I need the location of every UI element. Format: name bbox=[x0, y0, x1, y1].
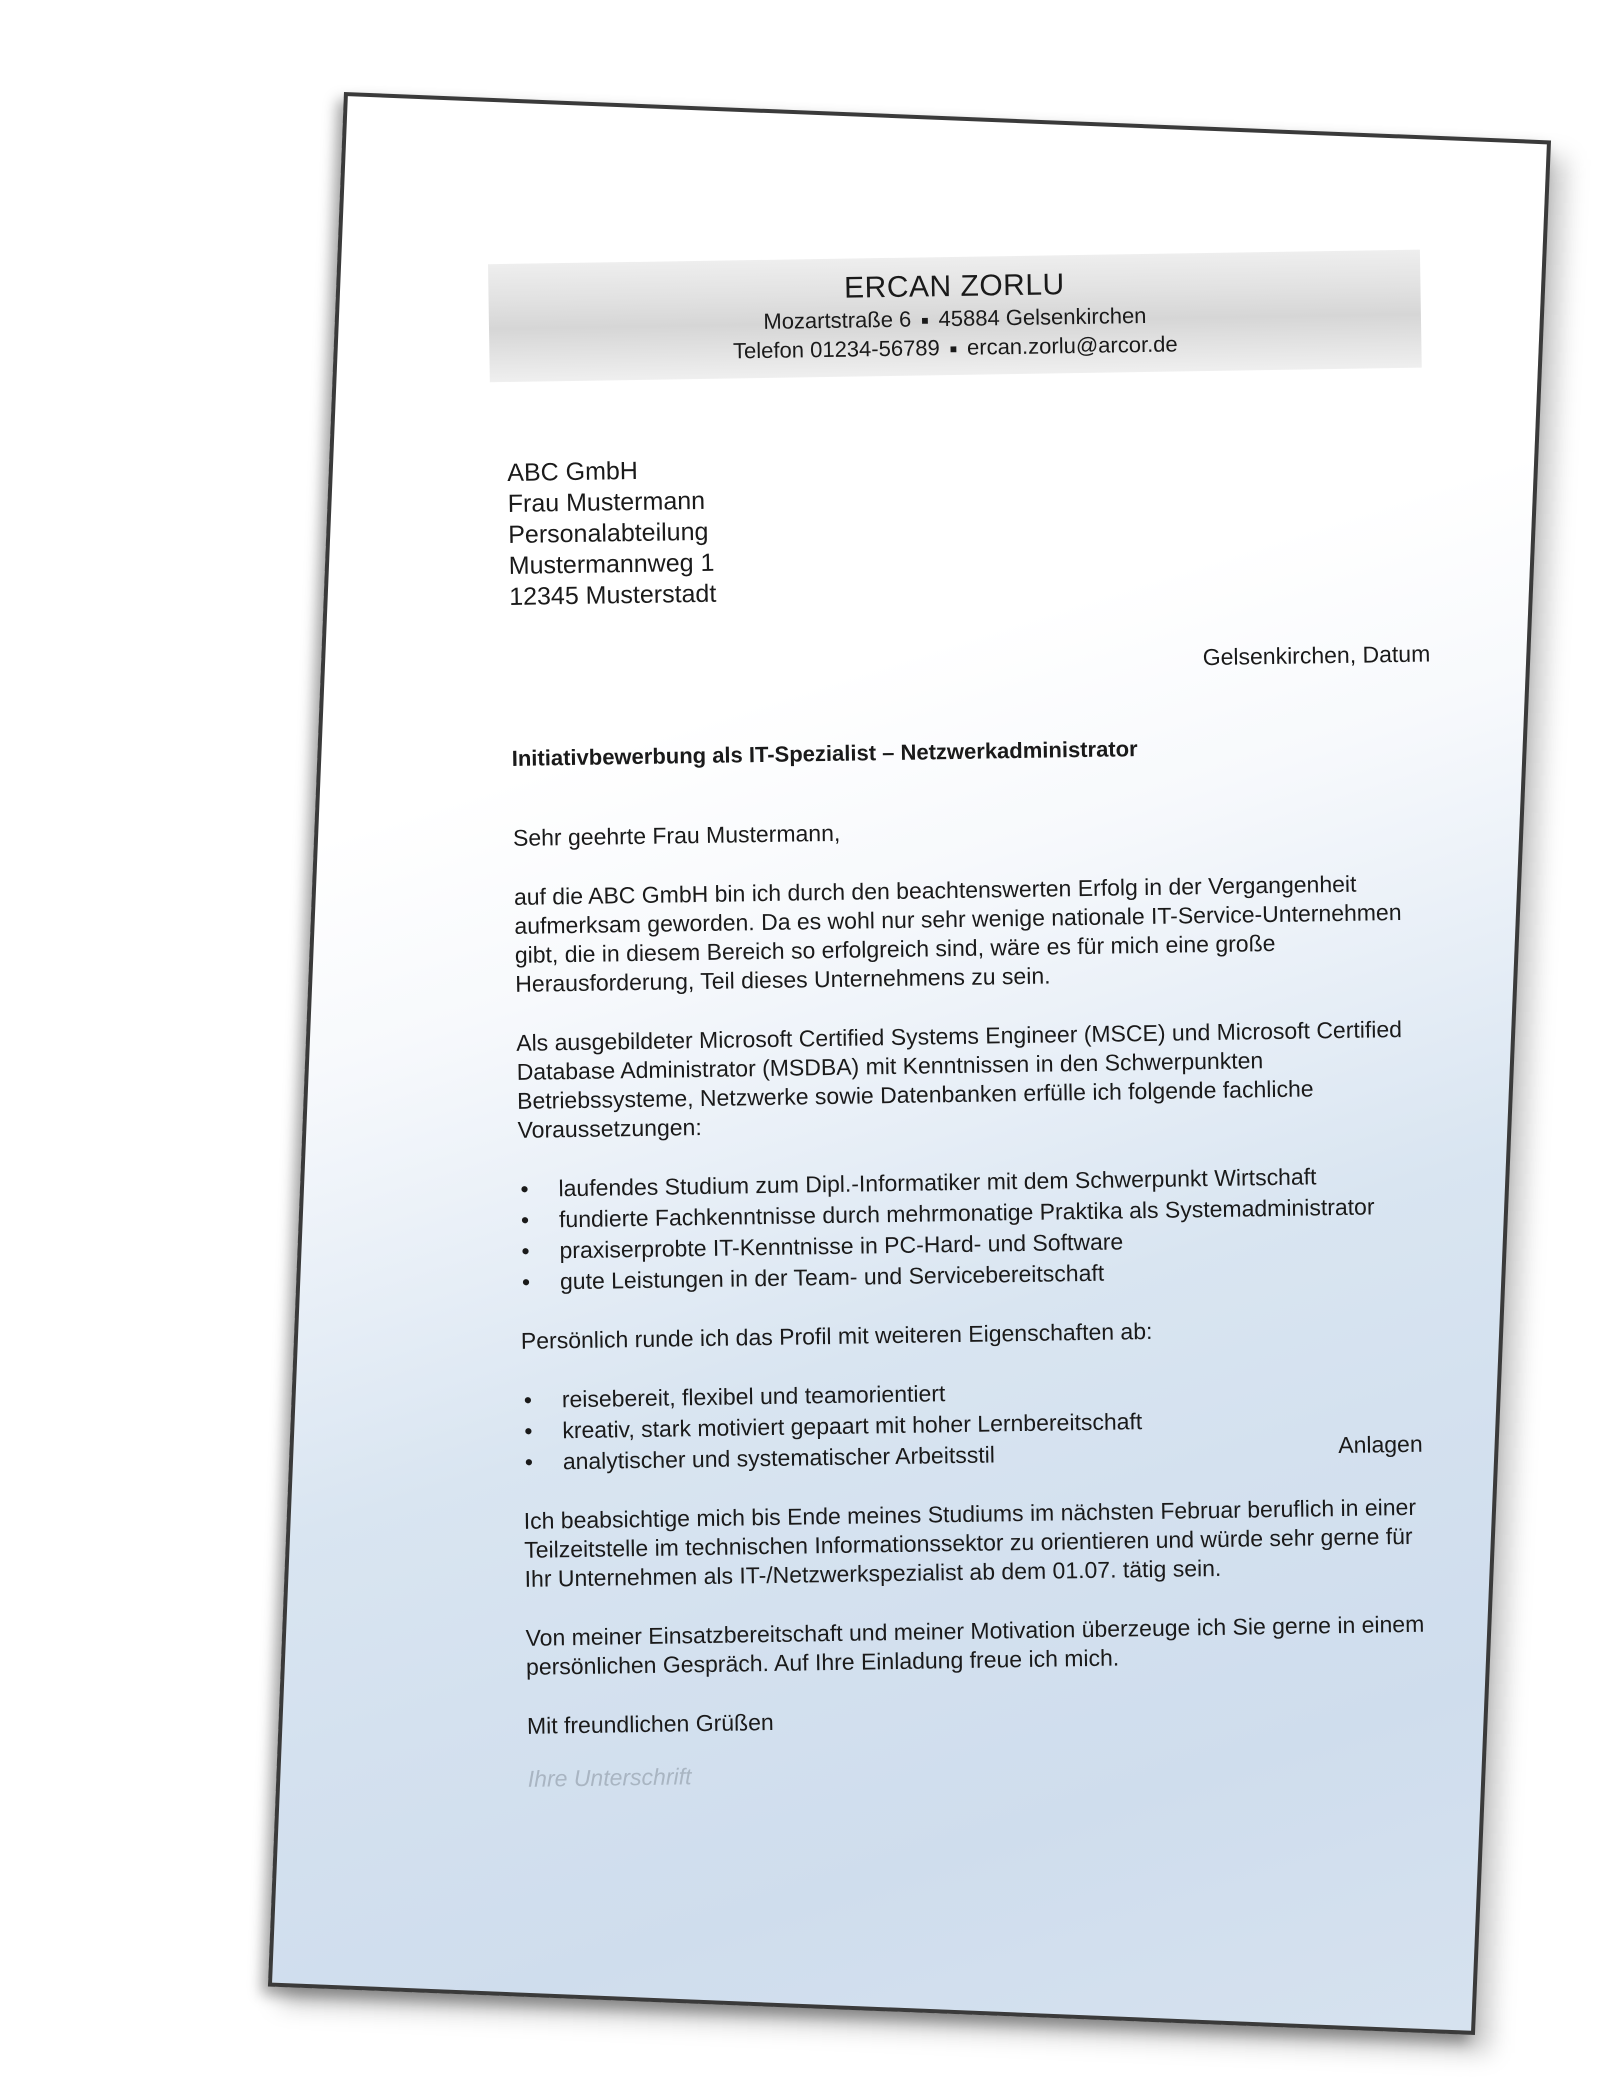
list-item-text: praxiserprobte IT-Kenntnisse in PC-Hard- und Software bbox=[559, 1228, 1124, 1264]
signature-placeholder: Ihre Unterschrift bbox=[527, 1763, 692, 1792]
bullet-icon: • bbox=[521, 1237, 530, 1264]
sender-city: 45884 Gelsenkirchen bbox=[938, 302, 1147, 332]
separator-icon: ■ bbox=[921, 313, 929, 328]
list-item-text: laufendes Studium zum Dipl.-Informatiker mit dem Schwerpunkt Wirtschaft bbox=[558, 1163, 1317, 1202]
recipient-line: ABC GmbH bbox=[507, 456, 639, 487]
list-item-text: reisebereit, flexibel und teamorientiert bbox=[561, 1380, 946, 1413]
sender-phone: Telefon 01234-56789 bbox=[732, 335, 940, 364]
salutation: Sehr geehrte Frau Mustermann, bbox=[512, 819, 841, 851]
closing: Mit freundlichen Grüßen bbox=[526, 1708, 774, 1739]
bullet-icon: • bbox=[520, 1175, 529, 1202]
letterhead bbox=[488, 262, 1421, 371]
recipient-line: Frau Mustermann bbox=[507, 486, 706, 518]
bullet-icon: • bbox=[520, 1206, 530, 1233]
sender-street: Mozartstraße 6 bbox=[763, 306, 912, 334]
enclosure-note: Anlagen bbox=[1338, 1430, 1423, 1459]
list-item-text: analytischer und systematischer Arbeitsstil bbox=[562, 1441, 996, 1475]
place-date: Gelsenkirchen, Datum bbox=[1202, 640, 1431, 671]
sender-email: ercan.zorlu@arcor.de bbox=[966, 331, 1178, 360]
recipient-address bbox=[507, 455, 716, 613]
list-item-text: kreativ, stark motiviert gepaart mit hoher Lernbereitschaft bbox=[562, 1408, 1143, 1444]
recipient-line: Personalabteilung bbox=[508, 517, 709, 549]
bullet-icon: • bbox=[524, 1417, 533, 1444]
paragraph: auf die ABC GmbH bin ich durch den beachtenswerten Erfolg in der Vergangenheit aufmerksam geworden. Da es wohl nur sehr wenige nationale IT-Service-Unternehmen gibt, die in diesem Bereich so erfolgreich sind, wäre es für mich eine große Herausforderung, Teil dieses Unternehmens zu sein. bbox=[513, 870, 1402, 997]
sender-name: ERCAN ZORLU bbox=[843, 268, 1065, 305]
paragraph: Persönlich runde ich das Profil mit weiteren Eigenschaften ab: bbox=[520, 1317, 1153, 1354]
traits-list bbox=[522, 1372, 1423, 1477]
bullet-icon: • bbox=[521, 1268, 531, 1295]
recipient-line: Mustermannweg 1 bbox=[508, 548, 715, 580]
bullet-icon: • bbox=[523, 1386, 533, 1413]
letter-body bbox=[513, 810, 1428, 1794]
list-item-text: gute Leistungen in der Team- und Servicebereitschaft bbox=[559, 1259, 1105, 1295]
recipient-line: 12345 Musterstadt bbox=[509, 579, 717, 611]
paragraph: Von meiner Einsatzbereitschaft und meiner Motivation überzeuge ich Sie gerne in einem persönlichen Gespräch. Auf Ihre Einladung freue ich mich. bbox=[525, 1610, 1425, 1680]
subject-line: Initiativbewerbung als IT-Spezialist – Netzwerkadministrator bbox=[511, 736, 1138, 771]
bullet-icon: • bbox=[524, 1448, 534, 1475]
paragraph: Ich beabsichtige mich bis Ende meines Studiums im nächsten Februar beruflich in einer Teilzeitstelle im technischen Informationssektor zu orientieren und würde sehr gerne für Ihr Unternehmen als IT-/Netzwerkspezialist ab dem 01.07. tätig sein. bbox=[523, 1493, 1417, 1592]
qualifications-list bbox=[518, 1161, 1420, 1297]
paragraph: Als ausgebildeter Microsoft Certified Systems Engineer (MSCE) und Microsoft Certified Database Administrator (MSDBA) mit Kenntnissen in den Schwerpunkten Betriebssysteme, Netzwerke sowie Datenbanken erfülle ich folgende fachliche Voraussetzungen: bbox=[516, 1015, 1403, 1143]
list-item-text: fundierte Fachkenntnisse durch mehrmonatige Praktika als Systemadministrator bbox=[558, 1193, 1375, 1233]
separator-icon: ■ bbox=[949, 342, 958, 357]
